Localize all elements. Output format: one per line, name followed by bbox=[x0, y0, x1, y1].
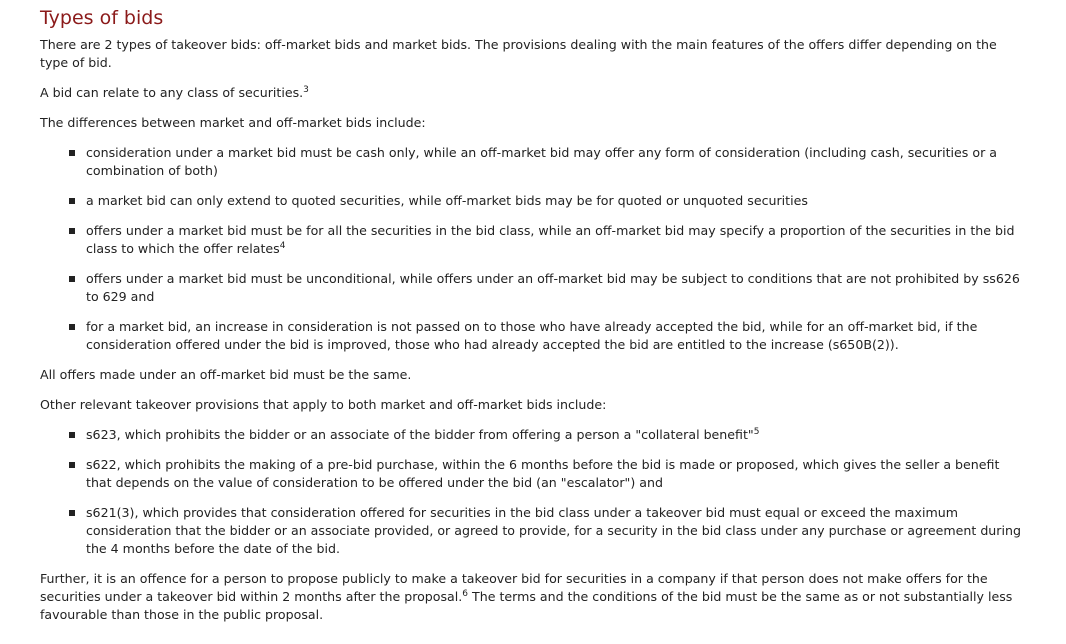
closing-text-part-1: Further, it is an offence for a person to propose publicly to make a takeover bid for securities in a company if that person does not make offers for the securities under a takeover bid within 2 months after the proposal. bbox=[40, 571, 988, 604]
bullet-icon bbox=[69, 198, 75, 204]
list-item bbox=[40, 504, 1026, 558]
bullet-icon bbox=[69, 276, 75, 282]
list-item bbox=[40, 456, 1026, 492]
bullet-icon bbox=[69, 462, 75, 468]
footnote-3-link[interactable]: 3 bbox=[303, 85, 309, 95]
list-item bbox=[40, 192, 1026, 210]
bullet-icon bbox=[69, 510, 75, 516]
list-item bbox=[40, 144, 1026, 180]
list-item bbox=[40, 426, 1026, 444]
bullet-icon bbox=[69, 228, 75, 234]
footnote-5-link[interactable]: 5 bbox=[753, 427, 760, 437]
footnote-6-link[interactable]: 6 bbox=[462, 589, 469, 599]
other-provisions-list bbox=[40, 426, 1026, 558]
list-item-text: for a market bid, an increase in consideration is not passed on to those who have already accepted the bid, while for an off-market bid, if the consideration offered under the bid is improved, those who had already accepted the bid are entitled to the increase (s650B(2)). bbox=[86, 319, 978, 352]
class-note-text: A bid can relate to any class of securities. bbox=[40, 85, 304, 100]
other-provisions-heading: Other relevant takeover provisions that apply to both market and off-market bids include: bbox=[40, 397, 607, 412]
list-item-text: s623, which prohibits the bidder or an associate of the bidder from offering a person a "collateral benefit" bbox=[86, 427, 754, 442]
differences-list bbox=[40, 144, 1026, 354]
list-item bbox=[40, 270, 1026, 306]
closing-text-part-2: The terms and the conditions of the bid must be the same as or not substantially less favourable than those in the public proposal. bbox=[40, 589, 1013, 622]
intro-paragraph: There are 2 types of takeover bids: off-market bids and market bids. The provisions dealing with the main features of the offers differ depending on the type of bid. bbox=[40, 37, 997, 70]
footnote-4-link[interactable]: 4 bbox=[279, 241, 286, 251]
list-item bbox=[40, 222, 1026, 258]
list-item bbox=[40, 318, 1026, 354]
list-item-text: offers under a market bid must be unconditional, while offers under an off-market bid may be subject to conditions that are not prohibited by ss626 to 629 and bbox=[86, 271, 1020, 304]
closing-paragraph bbox=[40, 570, 1026, 624]
bullet-icon bbox=[69, 150, 75, 156]
page-title: Types of bids bbox=[40, 7, 164, 29]
list-item-text: s621(3), which provides that consideration offered for securities in the bid class under a takeover bid must equal or exceed the maximum consideration that the bidder or an associate provided, or agreed to provide, for a security in the bid class under any purchase or agreement during the 4 months before the date of the bid. bbox=[86, 505, 1021, 556]
list-item-text: s622, which prohibits the making of a pre-bid purchase, within the 6 months before the bid is made or proposed, which gives the seller a benefit that depends on the value of consideration to be offered under the bid (an "escalator") and bbox=[86, 457, 1000, 490]
list-item-text: offers under a market bid must be for all the securities in the bid class, while an off-market bid may specify a proportion of the securities in the bid class to which the offer relates bbox=[86, 223, 1015, 256]
bullet-icon bbox=[69, 324, 75, 330]
differences-heading: The differences between market and off-market bids include: bbox=[40, 115, 426, 130]
list-item-text: consideration under a market bid must be cash only, while an off-market bid may offer any form of consideration (including cash, securities or a combination of both) bbox=[86, 145, 997, 178]
list-item-text: a market bid can only extend to quoted securities, while off-market bids may be for quoted or unquoted securities bbox=[86, 193, 808, 208]
bullet-icon bbox=[69, 432, 75, 438]
same-offers-paragraph: All offers made under an off-market bid must be the same. bbox=[40, 367, 412, 382]
class-note-paragraph bbox=[40, 84, 1026, 102]
